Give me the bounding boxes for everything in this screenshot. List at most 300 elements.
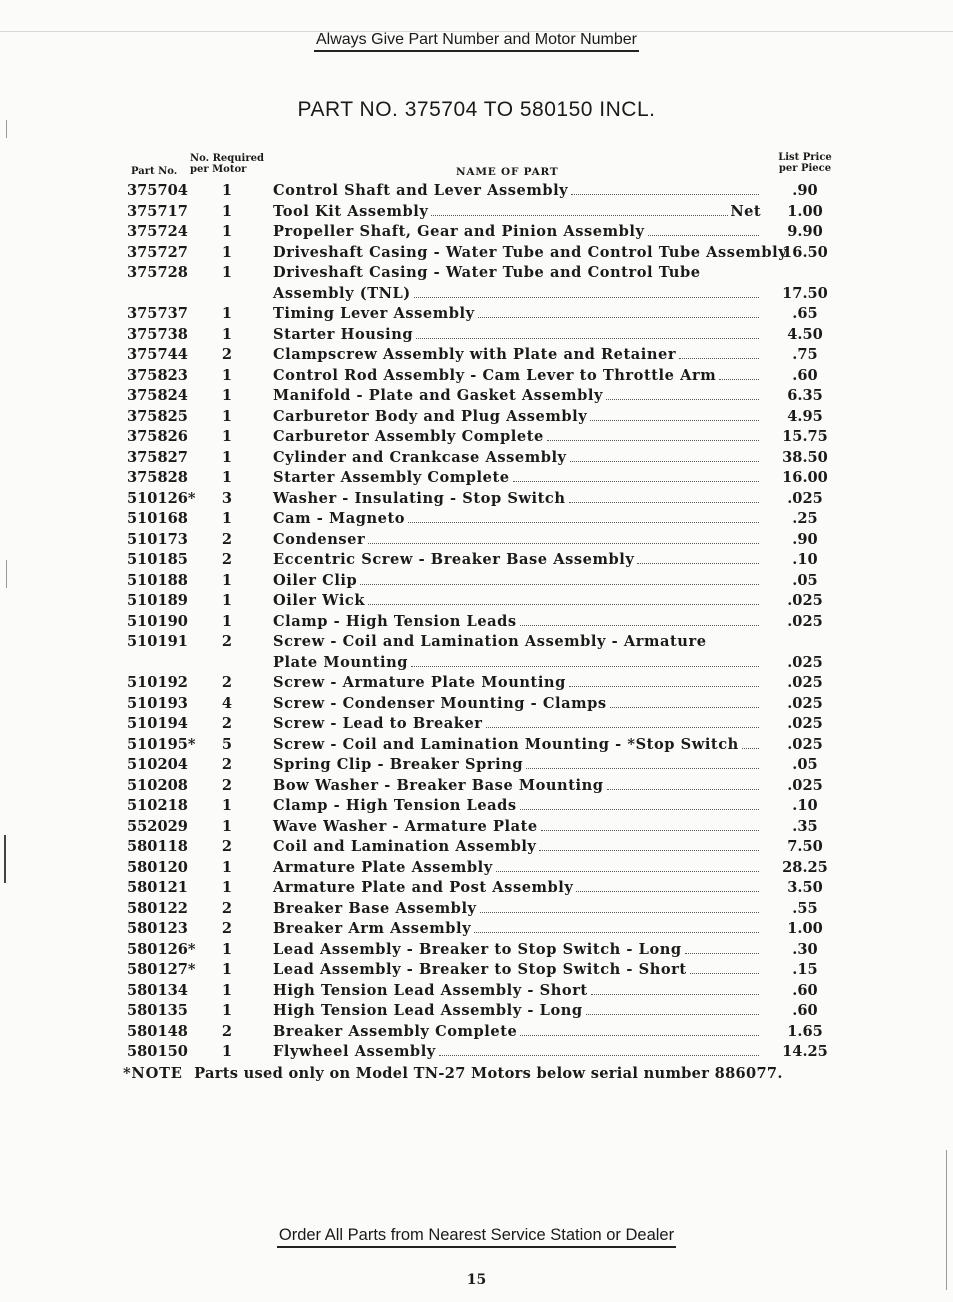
part-name [273, 1001, 761, 1020]
price: 14.25 [782, 1043, 828, 1060]
part-name-text: Washer - Insulating - Stop Switch [273, 489, 566, 507]
dot-leader [576, 891, 759, 892]
table-row [0, 878, 953, 899]
part-name-text: Clampscrew Assembly with Plate and Retainer [273, 346, 677, 363]
quantity: 1 [221, 264, 233, 281]
dot-leader [606, 399, 759, 400]
dot-leader [513, 481, 759, 482]
part-name [273, 899, 761, 918]
table-row [0, 591, 953, 612]
part-name [273, 181, 761, 200]
part-number: 580118 [127, 838, 188, 855]
quantity: 2 [221, 530, 233, 548]
table-row [0, 817, 953, 838]
dot-leader [411, 666, 759, 667]
quantity: 2 [221, 756, 233, 773]
part-name [273, 796, 761, 815]
table-row [0, 181, 953, 202]
price: 15.75 [782, 428, 828, 445]
price: .025 [787, 776, 823, 794]
part-name [273, 386, 761, 405]
table-row [0, 571, 953, 592]
part-name-text: Screw - Condenser Mounting - Clamps [273, 694, 607, 712]
part-name-text: Oiler Wick [273, 592, 366, 609]
dot-leader [539, 850, 759, 851]
part-name [273, 653, 761, 672]
price: .025 [787, 653, 823, 671]
part-number: 580126* [127, 940, 196, 958]
part-name-text: Starter Housing [273, 325, 414, 343]
table-row [0, 694, 953, 715]
table-row [0, 222, 953, 243]
quantity: 1 [221, 940, 233, 958]
dot-leader [610, 707, 759, 708]
footnote [123, 1065, 783, 1082]
quantity: 2 [221, 776, 233, 794]
footnote-text: Parts used only on Model TN-27 Motors below serial number 886077. [194, 1065, 783, 1082]
quantity: 1 [221, 202, 233, 220]
table-row [0, 714, 953, 735]
price: 1.65 [787, 1022, 823, 1040]
quantity: 2 [221, 1022, 233, 1040]
part-number: 510185 [127, 551, 188, 568]
part-number: 510188 [127, 571, 188, 589]
price: .025 [787, 612, 823, 630]
part-name [273, 222, 761, 241]
dot-leader [416, 338, 759, 339]
part-name-text: Clamp - High Tension Leads [273, 797, 517, 814]
table-row [0, 263, 953, 304]
table-row [0, 1001, 953, 1022]
part-name-text: Control Shaft and Lever Assembly [273, 182, 569, 199]
dot-leader [408, 522, 759, 523]
table-row [0, 755, 953, 776]
price: .15 [792, 961, 818, 978]
part-name-text: Armature Plate Assembly [273, 858, 493, 876]
part-number: 375704 [127, 182, 188, 199]
table-row [0, 612, 953, 633]
table-row [0, 366, 953, 387]
price: .35 [792, 817, 818, 835]
scan-edge-mark [4, 835, 6, 883]
part-number: 375824 [127, 387, 188, 404]
part-name-text: Carburetor Assembly Complete [273, 428, 544, 445]
quantity: 1 [221, 592, 233, 609]
part-number: 375717 [127, 202, 188, 220]
quantity: 1 [221, 1043, 233, 1060]
quantity: 2 [221, 715, 233, 732]
dot-leader [414, 297, 759, 298]
page-title: PART NO. 375704 TO 580150 INCL. [297, 98, 656, 121]
quantity: 1 [221, 407, 233, 425]
quantity: 1 [221, 981, 233, 999]
dot-leader [569, 686, 759, 687]
quantity: 1 [221, 448, 233, 466]
quantity: 1 [221, 612, 233, 630]
quantity: 1 [221, 182, 233, 199]
part-name-text: Manifold - Plate and Gasket Assembly [273, 387, 604, 404]
price: .55 [792, 899, 818, 917]
part-name [273, 755, 761, 774]
part-name [273, 366, 761, 385]
footer-note-text: Order All Parts from Nearest Service Station or Dealer [277, 1226, 676, 1248]
part-name [273, 530, 761, 549]
part-name-text: Coil and Lamination Assembly [273, 838, 537, 855]
dot-leader [368, 604, 759, 605]
table-row [0, 1042, 953, 1063]
part-number: 510195* [127, 735, 196, 753]
column-header-required-line2: per Motor [190, 164, 247, 175]
table-row [0, 427, 953, 448]
table-row [0, 304, 953, 325]
part-number: 375828 [127, 469, 188, 486]
dot-leader [690, 973, 759, 974]
table-row [0, 550, 953, 571]
part-name-text: Carburetor Body and Plug Assembly [273, 407, 588, 425]
part-name-text: Tool Kit Assembly [273, 202, 429, 220]
part-name-text: Driveshaft Casing - Water Tube and Control Tube Assembly [273, 243, 788, 261]
table-row [0, 1022, 953, 1043]
part-name [273, 448, 761, 467]
table-row [0, 345, 953, 366]
quantity: 1 [221, 387, 233, 404]
part-name [273, 468, 761, 487]
part-number: 580121 [127, 879, 188, 896]
quantity: 1 [221, 325, 233, 343]
part-name [273, 776, 761, 795]
dot-leader [360, 584, 759, 585]
column-header-part-no: Part No. [131, 166, 178, 177]
scan-edge-mark [6, 120, 7, 138]
part-number: 510208 [127, 776, 188, 794]
part-number: 510193 [127, 694, 188, 712]
part-name [273, 407, 761, 426]
dot-leader [480, 912, 759, 913]
part-number: 375727 [127, 243, 188, 261]
price: 4.50 [787, 325, 823, 343]
quantity: 1 [221, 510, 233, 527]
quantity: 5 [221, 735, 233, 753]
part-name [273, 304, 761, 323]
header-note [0, 31, 953, 52]
part-name [273, 571, 761, 590]
part-name-text: Plate Mounting [273, 653, 408, 671]
part-name [273, 591, 761, 610]
part-name-text: Lead Assembly - Breaker to Stop Switch - Long [273, 940, 682, 958]
part-name-text: High Tension Lead Assembly - Long [273, 1002, 583, 1019]
price: 1.00 [787, 920, 823, 937]
table-row [0, 796, 953, 817]
table-row [0, 530, 953, 551]
dot-leader [742, 748, 759, 749]
quantity: 1 [221, 366, 233, 384]
dot-leader [547, 440, 759, 441]
part-name [273, 284, 761, 303]
price: .025 [787, 489, 823, 507]
price: .05 [792, 756, 818, 773]
part-number: 375724 [127, 223, 188, 240]
price: 16.50 [782, 243, 828, 261]
part-number: 375738 [127, 325, 188, 343]
table-row [0, 919, 953, 940]
part-number: 510218 [127, 797, 188, 814]
column-header-name: NAME OF PART [456, 166, 559, 178]
part-number: 580127* [127, 961, 196, 978]
quantity: 2 [221, 899, 233, 917]
header-note-text: Always Give Part Number and Motor Number [314, 31, 639, 52]
part-name-text: Cam - Magneto [273, 510, 406, 527]
part-name-text: Screw - Armature Plate Mounting [273, 674, 566, 691]
dot-leader [719, 379, 759, 380]
part-name-text: High Tension Lead Assembly - Short [273, 981, 588, 999]
net-label: Net [730, 202, 761, 220]
quantity: 1 [221, 469, 233, 486]
dot-leader [607, 789, 759, 790]
dot-leader [520, 809, 759, 810]
price: .025 [787, 735, 823, 753]
table-row [0, 448, 953, 469]
price: .90 [792, 530, 818, 548]
table-row [0, 468, 953, 489]
part-number: 580150 [127, 1043, 188, 1060]
table-row [0, 202, 953, 223]
part-name-line1: Screw - Coil and Lamination Assembly - Armature [273, 633, 707, 650]
part-name-text: Breaker Base Assembly [273, 899, 477, 917]
dot-leader [637, 563, 759, 564]
part-number: 510168 [127, 510, 188, 527]
price: 38.50 [782, 448, 828, 466]
part-name-text: Bow Washer - Breaker Base Mounting [273, 776, 604, 794]
part-name-text: Eccentric Screw - Breaker Base Assembly [273, 551, 635, 568]
column-header-price-line1: List Price [778, 152, 832, 163]
part-name [273, 509, 761, 528]
part-name-text: Clamp - High Tension Leads [273, 612, 517, 630]
price: .05 [792, 571, 818, 589]
part-name-text: Control Rod Assembly - Cam Lever to Throttle Arm [273, 366, 717, 384]
part-number: 580123 [127, 920, 188, 937]
dot-leader [520, 1035, 759, 1036]
part-name [273, 817, 761, 836]
quantity: 2 [221, 674, 233, 691]
price: .75 [792, 346, 818, 363]
part-number: 510191 [127, 633, 188, 650]
part-name-text: Breaker Assembly Complete [273, 1022, 518, 1040]
part-name-text: Starter Assembly Complete [273, 469, 510, 486]
dot-leader [571, 194, 759, 195]
quantity: 1 [221, 1002, 233, 1019]
part-name [273, 202, 761, 221]
dot-leader [520, 625, 759, 626]
part-number: 510192 [127, 674, 188, 691]
dot-leader [570, 461, 759, 462]
scan-edge-mark [946, 1150, 947, 1290]
part-number: 580135 [127, 1002, 188, 1019]
part-number: 375728 [127, 264, 188, 281]
part-number: 510173 [127, 530, 188, 548]
table-row [0, 981, 953, 1002]
table-row [0, 509, 953, 530]
part-name-line1: Driveshaft Casing - Water Tube and Control Tube [273, 264, 701, 281]
price: 3.50 [787, 879, 823, 896]
part-name [273, 1042, 761, 1061]
part-number: 375823 [127, 366, 188, 384]
price: 6.35 [787, 387, 823, 404]
part-name [273, 612, 761, 631]
part-name [273, 714, 761, 733]
dot-leader [541, 830, 759, 831]
column-header-price-line2: per Piece [778, 163, 832, 174]
dot-leader [590, 420, 759, 421]
quantity: 1 [221, 797, 233, 814]
price: 9.90 [787, 223, 823, 240]
part-name [273, 550, 761, 569]
price: .25 [792, 510, 818, 527]
quantity: 1 [221, 243, 233, 261]
price: 17.50 [782, 284, 828, 302]
part-name [273, 837, 761, 856]
part-name [273, 694, 761, 713]
dot-leader [679, 358, 759, 359]
part-name [273, 960, 761, 979]
part-number: 375737 [127, 305, 188, 322]
table-row [0, 899, 953, 920]
part-name-text: Lead Assembly - Breaker to Stop Switch - Short [273, 961, 687, 978]
part-name [273, 878, 761, 897]
dot-leader [439, 1055, 759, 1056]
quantity: 2 [221, 633, 233, 650]
price: 4.95 [787, 407, 823, 425]
part-name-text: Oiler Clip [273, 571, 358, 589]
table-row [0, 858, 953, 879]
quantity: 1 [221, 428, 233, 445]
table-row [0, 735, 953, 756]
price: .60 [792, 366, 818, 384]
dot-leader [526, 768, 759, 769]
price: .90 [792, 182, 818, 199]
part-name-text: Timing Lever Assembly [273, 305, 475, 322]
part-number: 580120 [127, 858, 188, 876]
part-number: 510204 [127, 756, 188, 773]
part-name [273, 940, 761, 959]
quantity: 2 [221, 346, 233, 363]
dot-leader [685, 953, 759, 954]
dot-leader [368, 543, 759, 544]
price: .025 [787, 674, 823, 691]
part-number: 580148 [127, 1022, 188, 1040]
table-row [0, 243, 953, 264]
part-number: 580122 [127, 899, 188, 917]
table-row [0, 407, 953, 428]
price: 7.50 [787, 838, 823, 855]
part-name-text: Spring Clip - Breaker Spring [273, 756, 524, 773]
price: 16.00 [782, 469, 828, 486]
quantity: 1 [221, 305, 233, 322]
table-row [0, 386, 953, 407]
price: .025 [787, 592, 823, 609]
part-name-text: Wave Washer - Armature Plate [273, 817, 538, 835]
quantity: 3 [221, 489, 233, 507]
part-number: 375826 [127, 428, 188, 445]
part-name-text: Screw - Coil and Lamination Mounting - *Stop Switch [273, 735, 739, 753]
dot-leader [496, 871, 759, 872]
table-row [0, 325, 953, 346]
part-number: 580134 [127, 981, 188, 999]
price: .60 [792, 1002, 818, 1019]
quantity: 1 [221, 817, 233, 835]
price: 1.00 [787, 202, 823, 220]
part-name [273, 858, 761, 877]
part-number: 375744 [127, 346, 188, 363]
price: 28.25 [782, 858, 828, 876]
quantity: 4 [221, 694, 233, 712]
table-row [0, 632, 953, 673]
price: .65 [792, 305, 818, 322]
price: .30 [792, 940, 818, 958]
quantity: 1 [221, 858, 233, 876]
price: .025 [787, 715, 823, 732]
part-name [273, 489, 761, 508]
price: .60 [792, 981, 818, 999]
part-number: 510189 [127, 592, 188, 609]
part-number: 510126* [127, 489, 196, 507]
dot-leader [569, 502, 759, 503]
quantity: 2 [221, 551, 233, 568]
part-name-text: Condenser [273, 530, 366, 548]
part-name-text: Screw - Lead to Breaker [273, 715, 483, 732]
part-number: 375825 [127, 407, 188, 425]
dot-leader [591, 994, 759, 995]
price: .10 [792, 797, 818, 814]
footer-note [0, 1226, 953, 1248]
quantity: 2 [221, 920, 233, 937]
part-name [273, 427, 761, 446]
dot-leader [486, 727, 759, 728]
quantity: 2 [221, 838, 233, 855]
quantity: 1 [221, 961, 233, 978]
part-name-text: Flywheel Assembly [273, 1043, 436, 1060]
part-name [273, 243, 788, 262]
part-name [273, 325, 761, 344]
page-number: 15 [466, 1272, 487, 1288]
dot-leader [478, 317, 759, 318]
dot-leader [431, 215, 728, 216]
part-name [273, 919, 761, 938]
part-name [273, 673, 761, 692]
scan-edge-mark [6, 560, 7, 588]
table-row [0, 940, 953, 961]
part-number: 510194 [127, 715, 188, 732]
price: .10 [792, 551, 818, 568]
part-number: 375827 [127, 448, 188, 466]
part-number: 510190 [127, 612, 188, 630]
dot-leader [474, 932, 759, 933]
part-name-text: Armature Plate and Post Assembly [273, 879, 574, 896]
part-name-text: Assembly (TNL) [273, 284, 411, 302]
part-name-text: Propeller Shaft, Gear and Pinion Assembly [273, 223, 645, 240]
footnote-label: *NOTE [123, 1065, 183, 1082]
part-number: 552029 [127, 817, 188, 835]
part-name [273, 345, 761, 364]
part-name [273, 981, 761, 1000]
quantity: 1 [221, 571, 233, 589]
quantity: 1 [221, 223, 233, 240]
part-name-text: Cylinder and Crankcase Assembly [273, 448, 567, 466]
part-name [273, 1022, 761, 1041]
table-row [0, 489, 953, 510]
dot-leader [586, 1014, 759, 1015]
part-name [273, 735, 761, 754]
table-row [0, 776, 953, 797]
